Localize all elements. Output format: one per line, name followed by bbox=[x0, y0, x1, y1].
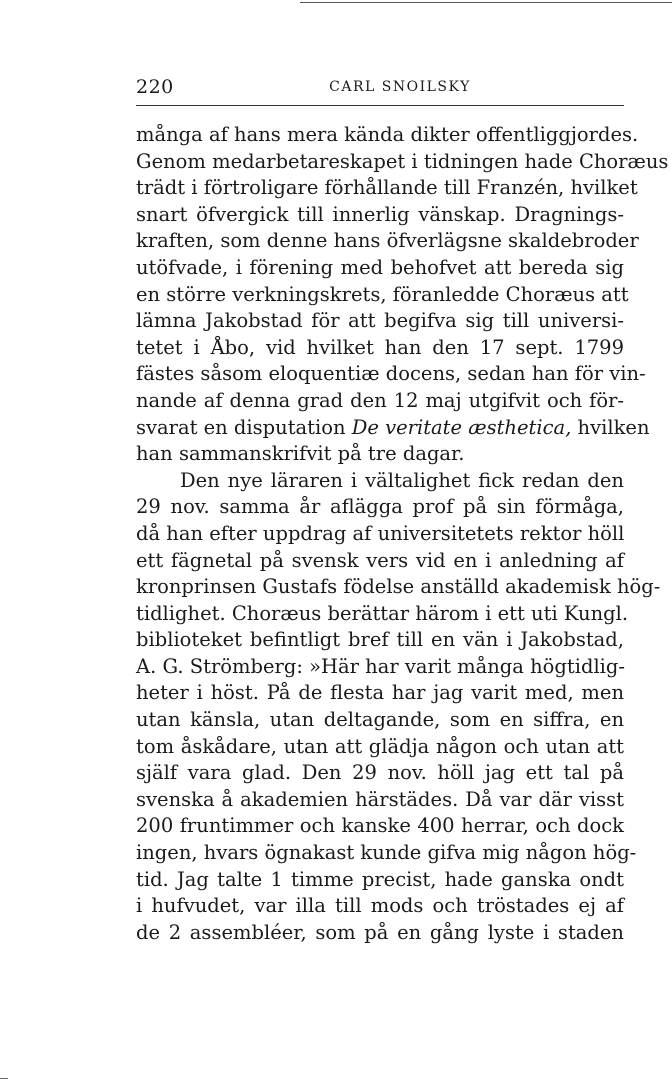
text-line: tetet i Åbo, vid hvilket han den 17 sept. 1799 bbox=[136, 335, 624, 359]
scan-edge-mark bbox=[0, 1078, 8, 1079]
text-line: många af hans mera kända dikter offentliggjordes. bbox=[136, 123, 639, 146]
text-line: i hufvudet, var illa till mods och tröstades ej af bbox=[136, 894, 624, 918]
text-line: lämna Jakobstad för att begifva sig till universi- bbox=[136, 309, 624, 333]
text-line: en större verkningskrets, föranledde Choræus att bbox=[136, 282, 629, 306]
text-line: fästes såsom eloquentiæ docens, sedan han för vin- bbox=[136, 362, 646, 386]
text-line: 29 nov. samma år aflägga prof på sin förmåga, bbox=[136, 495, 624, 519]
text-line: biblioteket befintligt bref till en vän i Jakobstad, bbox=[136, 628, 624, 652]
header-rule bbox=[136, 105, 624, 106]
dissertation-title: De veritate æsthetica, bbox=[351, 415, 572, 439]
page-number: 220 bbox=[136, 76, 174, 98]
text-line: ett fägnetal på svensk vers vid en i anledning af bbox=[136, 548, 624, 572]
text-line: tid. Jag talte 1 timme precist, hade ganska ondt bbox=[136, 867, 624, 891]
page-header bbox=[136, 76, 624, 102]
text-segment: svarat en disputation bbox=[136, 415, 352, 439]
top-edge-rule bbox=[300, 2, 672, 3]
text-line: svenska å akademien härstädes. Då var där visst bbox=[136, 787, 624, 811]
text-line: utöfvade, i förening med behofvet att bereda sig bbox=[136, 255, 624, 279]
text-line: Genom medarbetareskapet i tidningen hade Choræus bbox=[136, 149, 669, 173]
text-line: kronprinsen Gustafs födelse anställd akademisk hög- bbox=[136, 575, 661, 599]
running-head: CARL SNOILSKY bbox=[329, 79, 471, 95]
text-line: själf vara glad. Den 29 nov. höll jag ett tal på bbox=[136, 761, 624, 785]
text-line: trädt i förtroligare förhållande till Franzén, hvilket bbox=[136, 176, 638, 200]
text-line: tom åskådare, utan att glädja någon och utan att bbox=[136, 734, 624, 758]
text-line: kraften, som denne hans öfverlägsne skaldebroder bbox=[136, 229, 639, 253]
text-line: utan känsla, utan deltagande, som en siffra, en bbox=[136, 708, 624, 732]
text-line: heter i höst. På de flesta har jag varit med, men bbox=[136, 681, 624, 705]
text-line-with-title bbox=[136, 415, 650, 442]
text-segment: hvilken bbox=[571, 415, 650, 439]
text-line: de 2 assembléer, som på en gång lyste i staden bbox=[136, 920, 624, 944]
text-line: ingen, hvars ögnakast kunde gifva mig någon hög- bbox=[136, 841, 637, 865]
text-line: A. G. Strömberg: »Här har varit många högtidlig- bbox=[136, 654, 625, 678]
paragraph-start-line: Den nye läraren i vältalighet fick redan den bbox=[180, 468, 624, 492]
text-line: nande af denna grad den 12 maj utgifvit och för- bbox=[136, 388, 624, 412]
text-line: 200 fruntimmer och kanske 400 herrar, och dock bbox=[136, 814, 624, 838]
text-line: tidlighet. Choræus berättar härom i ett uti Kungl. bbox=[136, 601, 629, 625]
body-text bbox=[136, 122, 669, 946]
paragraph-end-line: han sammanskrifvit på tre dagar. bbox=[136, 442, 465, 466]
text-line: snart öfvergick till innerlig vänskap. Dragnings- bbox=[136, 202, 624, 226]
text-line: då han efter uppdrag af universitetets rektor höll bbox=[136, 521, 625, 545]
